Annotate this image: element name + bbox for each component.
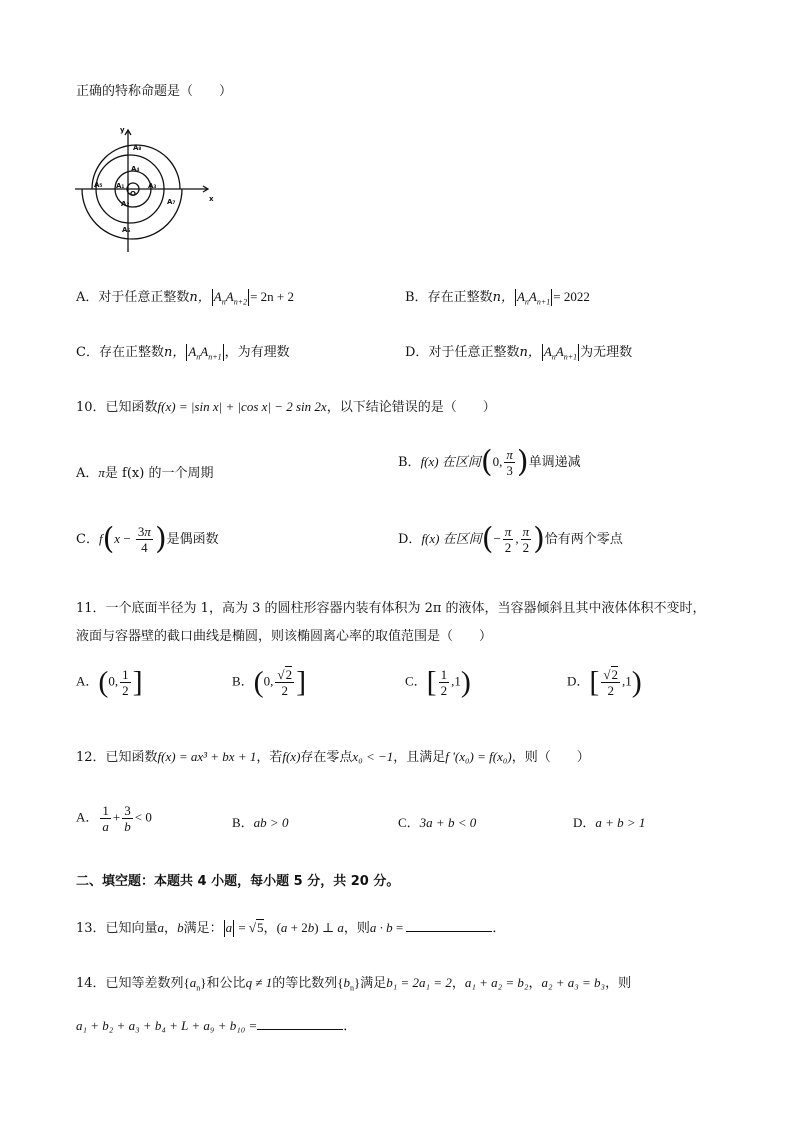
option-text: 存在正整数 bbox=[98, 345, 164, 360]
stem-text: 存在零点 bbox=[300, 750, 353, 765]
option-var: n， bbox=[519, 345, 541, 360]
option-tail: 单调递减 bbox=[528, 455, 581, 470]
q10-option-a bbox=[76, 462, 213, 481]
option-text: 存在正整数 bbox=[427, 290, 493, 305]
stem-text: 13．已知向量 bbox=[76, 921, 158, 936]
q9-option-a: A．对于任意正整数n， $A_nA_{n+2} = 2n + 2$ bbox=[76, 289, 295, 307]
formula: f(x) = ax³ + bx + 1 bbox=[157, 749, 257, 764]
option-label: B． bbox=[232, 673, 254, 689]
q9-option-b: B．存在正整数n， $A_nA_{n+1} = 2022$ bbox=[405, 289, 590, 307]
option-text: f(x) 在区间 bbox=[421, 531, 482, 546]
q11-option-d: D．[ $\frac{√2}{2}$ ,1) bbox=[567, 665, 642, 699]
option-text: 是 f(x) 的一个周期 bbox=[104, 466, 214, 481]
option-label: C． bbox=[405, 673, 427, 689]
label-x: x bbox=[209, 195, 214, 203]
formula: b₁ = 2a₁ = 2 bbox=[386, 975, 452, 990]
stem-text: 10．已知函数 bbox=[76, 400, 158, 415]
stem-end: ． bbox=[492, 921, 506, 936]
label-A6: A₆ bbox=[122, 226, 131, 234]
q12-option-b bbox=[232, 812, 288, 831]
stem-text: 12．已知函数 bbox=[76, 750, 158, 765]
option-label: C． bbox=[398, 815, 420, 830]
label-y: y bbox=[120, 126, 125, 134]
q11-line1: 11．一个底面半径为 1，高为 3 的圆柱形容器内装有体积为 2π 的液体，当容器倾斜且其中液体体积不变时， bbox=[76, 601, 706, 616]
q11-option-b: B．(0, $\frac{√2}{2}$ ] bbox=[232, 665, 307, 699]
stem-text: ，以下结论错误的是（ ） bbox=[326, 400, 496, 415]
option-text: 3a + b < 0 bbox=[419, 815, 477, 830]
option-tail: 为无理数 bbox=[580, 345, 633, 360]
option-tail: ，为有理数 bbox=[224, 345, 290, 360]
label-A2: A₂ bbox=[121, 200, 130, 208]
q10-option-c: C．f(x − $\frac{3\pi}{4}$ )是偶函数 bbox=[76, 521, 219, 557]
option-var: n， bbox=[492, 290, 514, 305]
q11-option-c: C．[ $\frac{1}{2}$ ,1) bbox=[405, 665, 471, 699]
option-pi: π bbox=[98, 465, 105, 480]
stem-text: ，若 bbox=[256, 750, 283, 765]
formula: a₁ + a₂ = b₂ bbox=[464, 975, 529, 990]
option-label: B． bbox=[232, 815, 254, 830]
q9-option-d: D．对于任意正整数n， $A_nA_{n+1}$ 为无理数 bbox=[405, 344, 633, 362]
option-text: a + b > 1 bbox=[595, 815, 646, 830]
option-var: n， bbox=[189, 290, 211, 305]
q11-line2: 液面与容器壁的截口曲线是椭圆，则该椭圆离心率的取值范围是（ ） bbox=[76, 629, 493, 644]
answer-blank-14[interactable] bbox=[257, 1017, 343, 1030]
option-label: C． bbox=[76, 345, 99, 360]
q12-stem bbox=[76, 746, 590, 765]
label-A4: A₄ bbox=[131, 165, 140, 173]
option-var: n， bbox=[163, 345, 186, 360]
answer-blank-13[interactable] bbox=[406, 919, 492, 932]
option-label: A． bbox=[76, 809, 99, 825]
label-A5: A₅ bbox=[94, 181, 103, 189]
q10-stem bbox=[76, 396, 496, 415]
formula: f '(x₀) = f(x₀) bbox=[445, 749, 512, 764]
stem-text: 和公比 bbox=[206, 976, 246, 991]
formula: a₁ + b₂ + a₃ + b₄ + L + a₉ + b₁₀ = bbox=[76, 1018, 258, 1033]
option-label: D． bbox=[573, 815, 596, 830]
option-tail: 恰有两个零点 bbox=[544, 532, 623, 547]
option-label: B． bbox=[398, 455, 421, 470]
formula: x₀ < −1 bbox=[352, 749, 394, 764]
q12-option-d bbox=[573, 812, 645, 831]
option-tail: 是偶函数 bbox=[166, 532, 219, 547]
option-label: A． bbox=[76, 466, 99, 481]
stem-text: 14．已知等差数列 bbox=[76, 976, 184, 991]
formula: a₂ + a₃ = b₃ bbox=[541, 975, 606, 990]
option-text: 对于任意正整数 bbox=[98, 290, 190, 305]
label-A8: A₈ bbox=[133, 144, 142, 152]
option-rhs: = 2n + 2 bbox=[250, 289, 295, 304]
formula: f(x) bbox=[282, 749, 301, 764]
spiral-figure bbox=[70, 122, 220, 257]
q12-option-c bbox=[398, 812, 476, 831]
formula: f(x) = |sin x| + |cos x| − 2 sin 2x bbox=[157, 399, 327, 414]
stem-text: ，且满足 bbox=[393, 750, 446, 765]
option-tail: < 0 bbox=[134, 809, 152, 825]
option-label: C． bbox=[76, 532, 99, 547]
q11-option-a: A．(0, $\frac{1}{2}$ ] bbox=[76, 665, 143, 699]
q14-stem: 14．已知等差数列$\{a_n\}$和公比q ≠ 1的等比数列$\{b_n\}$满足b₁ = 2a₁ = 2，a₁ + a₂ = b₂，a₂ + a₃ = b₃，则 bbox=[76, 975, 632, 993]
stem-text: ，则 bbox=[605, 976, 632, 991]
stem-text: 满足 bbox=[360, 976, 387, 991]
q14-sum bbox=[76, 1015, 356, 1034]
option-text: 对于任意正整数 bbox=[428, 345, 520, 360]
option-label: D． bbox=[405, 345, 429, 360]
option-text: ab > 0 bbox=[253, 815, 289, 830]
option-label: A． bbox=[76, 290, 99, 305]
label-A1: A₁ bbox=[116, 182, 125, 190]
formula: q ≠ 1 bbox=[245, 975, 273, 990]
q9-option-c: C．存在正整数n， $A_nA_{n+1}$ ，为有理数 bbox=[76, 344, 290, 362]
option-label: D． bbox=[567, 673, 590, 689]
option-label: D． bbox=[398, 532, 422, 547]
q10-option-b: B．f(x) 在区间(0, $\frac{\pi}{3}$ )单调递减 bbox=[398, 444, 581, 480]
stem-text: 的等比数列 bbox=[272, 976, 338, 991]
intro-text: 正确的特称命题是（ ） bbox=[76, 84, 233, 99]
label-A3: A₃ bbox=[148, 182, 157, 190]
label-O: O bbox=[130, 190, 136, 198]
q13-stem: 13．已知向量a，b满足： a = √5，(a + 2b) ⊥ a，则a · b = ． bbox=[76, 920, 506, 936]
label-A7: A₇ bbox=[167, 198, 176, 206]
section-title: 二、填空题：本题共 4 小题，每小题 5 分，共 20 分。 bbox=[76, 874, 400, 889]
option-label: B． bbox=[405, 290, 428, 305]
option-text: f(x) 在区间 bbox=[420, 454, 481, 469]
stem-text: ，则 bbox=[343, 921, 370, 936]
stem-text: 满足： bbox=[183, 921, 223, 936]
stem-text: ，则（ ） bbox=[511, 750, 590, 765]
option-label: A． bbox=[76, 673, 99, 689]
q10-option-d: D．f(x) 在区间(− $\frac{\pi}{2}$ , $\frac{\pi}{2}$ )恰有两个零点 bbox=[398, 521, 623, 557]
q12-option-a: A． $\frac{1}{a}$ + $\frac{3}{b}$ < 0 bbox=[76, 803, 152, 834]
stem-end: ． bbox=[343, 1019, 357, 1034]
option-rhs: = 2022 bbox=[553, 289, 590, 304]
